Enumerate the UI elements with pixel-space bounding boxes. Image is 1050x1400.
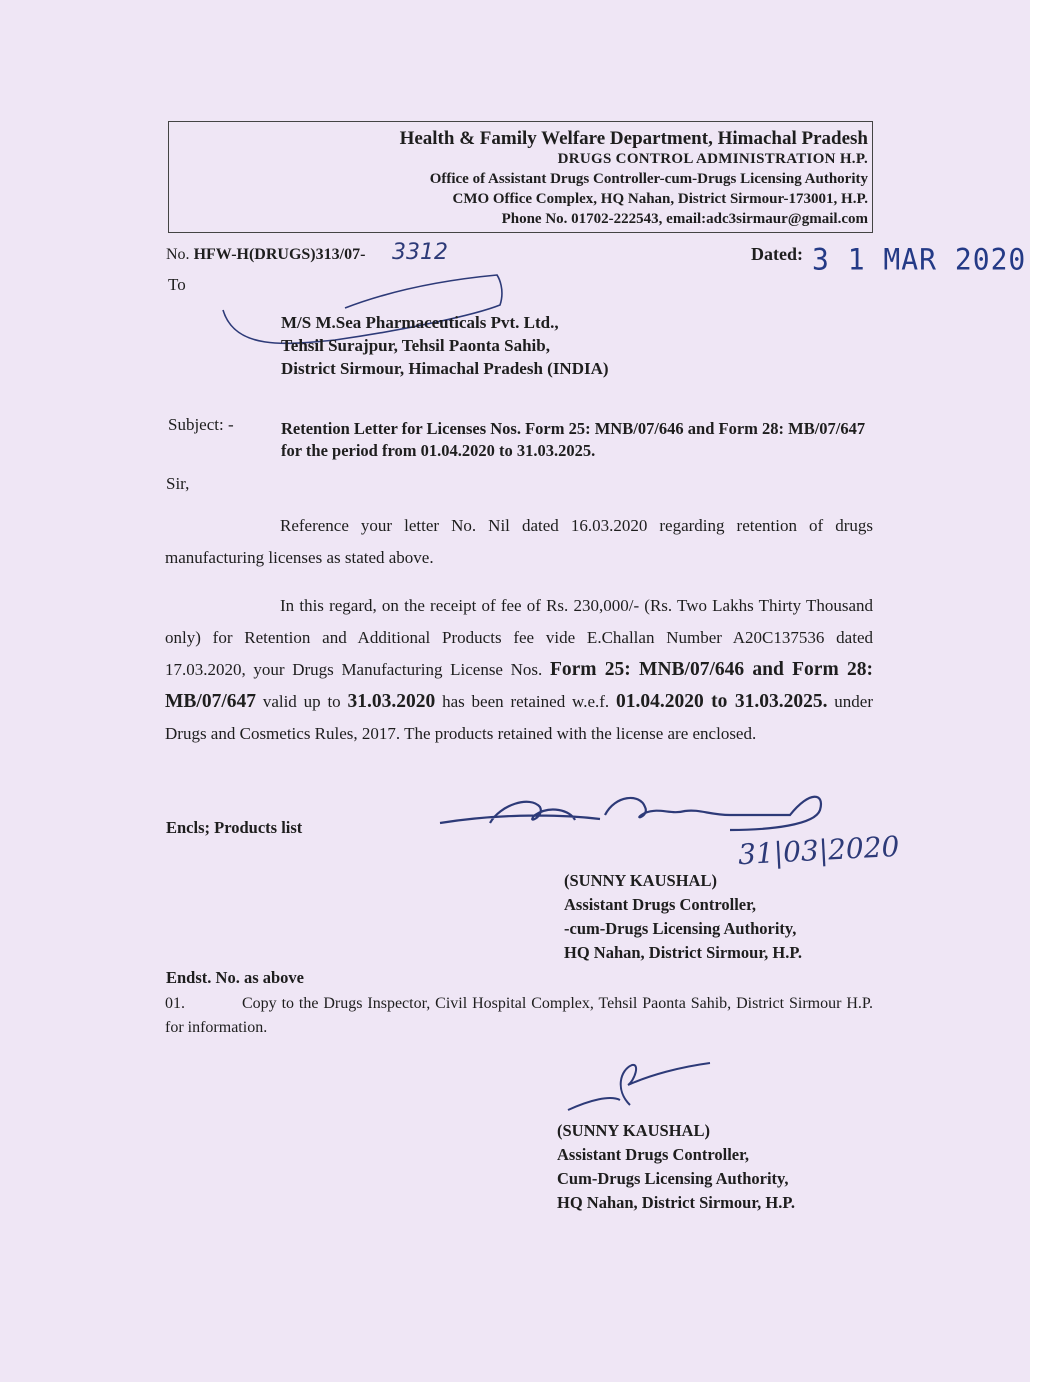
valid-up-to-date: 31.03.2020 <box>347 691 436 712</box>
signature-date-handwritten: 31|03|2020 <box>737 829 901 872</box>
paragraph-retention <box>165 590 873 750</box>
letterhead-box <box>168 121 873 233</box>
signatory-2-title-1: Assistant Drugs Controller, <box>557 1145 750 1164</box>
date-stamp: 3 1 MAR 2020 <box>812 242 1027 277</box>
signatory-1-title-3: HQ Nahan, District Sirmour, H.P. <box>564 943 803 962</box>
endorsement-number: 01. <box>165 995 185 1012</box>
addressee-line-2: Tehsil Surajpur, Tehsil Paonta Sahib, <box>281 336 550 355</box>
signatory-2-title-3: HQ Nahan, District Sirmour, H.P. <box>557 1193 796 1212</box>
signatory-block-1 <box>564 869 802 965</box>
addressee-line-1: M/S M.Sea Pharmaceuticals Pvt. Ltd., <box>281 313 559 332</box>
reference-prefix: No. <box>166 246 194 263</box>
endorsement-copy <box>165 992 873 1040</box>
office-name: Office of Assistant Drugs Controller-cum-Drugs Licensing Authority <box>429 171 868 187</box>
enclosure-note: Encls; Products list <box>166 818 303 837</box>
dated-label: Dated: <box>751 244 803 264</box>
reference-code: HFW-H(DRUGS)313/07- <box>193 246 366 263</box>
para2-part4: under Drugs and Cosmetics Rules, 2017. The products retained with the license are enclosed. <box>165 692 874 743</box>
signatory-block-2 <box>557 1119 795 1215</box>
signatory-2-title-2: Cum-Drugs Licensing Authority, <box>557 1169 789 1188</box>
endorsement-label: Endst. No. as above <box>166 968 304 987</box>
signatory-1-title-2: -cum-Drugs Licensing Authority, <box>564 919 797 938</box>
to-label: To <box>168 275 186 294</box>
endorsement-text: Copy to the Drugs Inspector, Civil Hospital Complex, Tehsil Paonta Sahib, District Sirmour H.P. for information. <box>165 995 873 1036</box>
signatory-2-name: (SUNNY KAUSHAL) <box>557 1121 710 1140</box>
license-numbers: Form 25: MNB/07/646 and Form 28: MB/07/647 <box>165 659 873 712</box>
office-address: CMO Office Complex, HQ Nahan, District Sirmour-173001, H.P. <box>452 191 868 207</box>
para2-part1: In this regard, on the receipt of fee of Rs. 230,000/- (Rs. Two Lakhs Thirty Thousand only) for Retention and Additional Products fee vide E.Challan Number A20C137536 dated 17.03.2020, your Drugs Manufacturing License Nos. <box>165 596 873 679</box>
department-name: Health & Family Welfare Department, Himachal Pradesh <box>399 128 868 149</box>
paragraph-reference: Reference your letter No. Nil dated 16.03.2020 regarding retention of drugs manufacturing licenses as stated above. <box>165 516 873 567</box>
office-contact: Phone No. 01702-222543, email:adc3sirmaur@gmail.com <box>501 211 868 227</box>
addressee-line-3: District Sirmour, Himachal Pradesh (INDIA) <box>281 359 609 378</box>
para2-part2: valid up to <box>256 692 348 711</box>
handwritten-reference: 3312 <box>392 240 448 265</box>
signature-2-image <box>560 1055 720 1115</box>
administration-name: DRUGS CONTROL ADMINISTRATION H.P. <box>557 151 868 167</box>
signatory-1-name: (SUNNY KAUSHAL) <box>564 871 717 890</box>
para2-part3: has been retained w.e.f. <box>435 692 616 711</box>
signatory-1-title-1: Assistant Drugs Controller, <box>564 895 757 914</box>
subject-text: Retention Letter for Licenses Nos. Form 25: MNB/07/646 and Form 28: MB/07/647 for the period from 01.04.2020 to 31.03.2025. <box>281 419 866 460</box>
retention-period: 01.04.2020 to 31.03.2025. <box>615 691 828 712</box>
reference-number <box>166 246 365 264</box>
subject-label: Subject: - <box>168 415 234 434</box>
salutation: Sir, <box>166 474 190 493</box>
